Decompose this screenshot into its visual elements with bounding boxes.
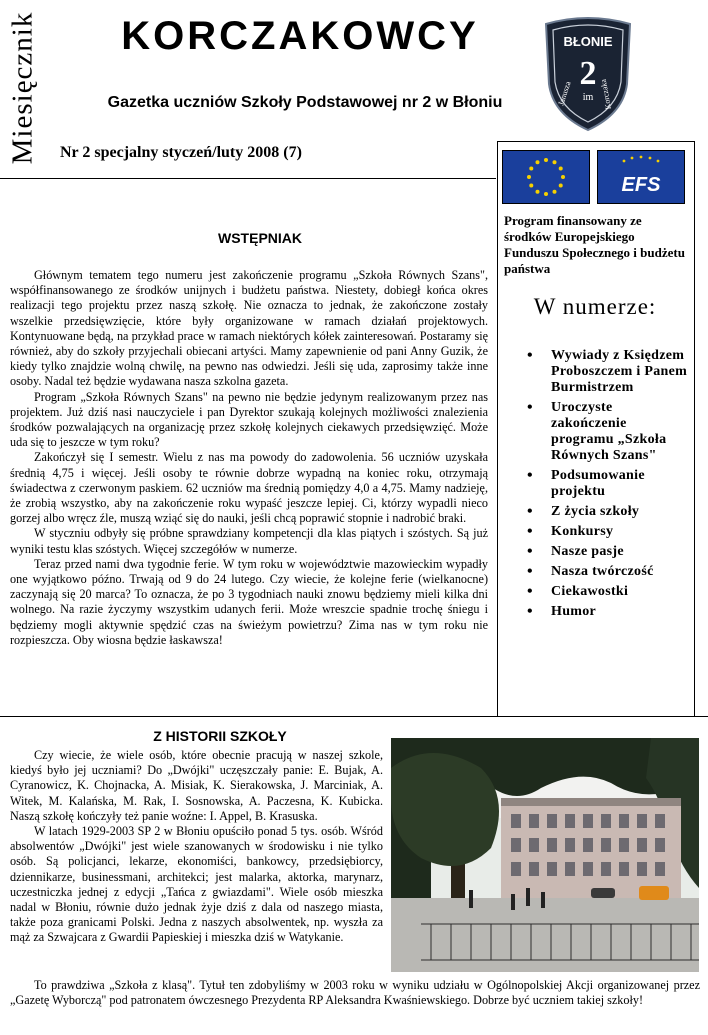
- eu-star-icon: [553, 190, 557, 194]
- vertical-label: [6, 8, 40, 168]
- emblem-im: im: [582, 92, 594, 103]
- editorial-paragraph: Teraz przed nami dwa tygodnie ferie. W tym roku w województwie mazowieckim wypadły one wyjątkowo późno. Trwają od 9 do 24 lutego. Czy wiecie, że kolejne ferie (wielkanocne) zaczynają się 20 marca? To oznacza, że po 3 tygodniach nauki znowu będziemy mieli kilka dni wolnego. Na razie życzymy wszystkim udanych ferii. Może wreszcie spadnie trochę śniegu i będziemy mogli aktywnie spędzić czas na świeżym powietrzu? Zima nas w tym roku nie rozpieszcza. Oby wiosna będzie łaskawsza!: [10, 556, 488, 647]
- editorial-paragraph: W styczniu odbyły się próbne sprawdziany kompetencji dla klas piątych i szóstych. Są już wyniki testu klas szóstych. Więcej szczegółów w numerze.: [10, 526, 488, 556]
- school-photo: [391, 738, 699, 972]
- eu-star-icon: [553, 160, 557, 164]
- editorial-body: [10, 268, 488, 648]
- newspaper-subtitle: Gazetka uczniów Szkoły Podstawowej nr 2 w Błoniu: [107, 94, 503, 111]
- history-paragraph: W latach 1929-2003 SP 2 w Błoniu opuściło ponad 5 tys. osób. Wśród absolwentów „Dwójki" jest wiele szanowanych w środowisku i nie tylko osób. Są policjanci, lekarze, ekonomiści, bankowcy, przedsiębiorcy, dziennikarze, businessmani, architekci; jest malarka, aktorka, marynarz, uczestniczka jednej z edycji „Tańca z gwiazdami". Wiele osób mieszka nadal w Błoniu, równie dużo jednak żyje dziś z dala od naszego miasta, także poza granicami Polski. Jedna z naszych absolwentek, np. wyszła za mąż za Szwajcara z Gwardii Papieskiej i mieszka dziś w Watykanie.: [10, 824, 383, 945]
- toc-heading: W numerze:: [533, 294, 657, 319]
- toc-list: [527, 348, 691, 624]
- toc-item: • Uroczyste zakończenie programu „Szkoła Równych Szans": [527, 400, 691, 464]
- editorial-heading: WSTĘPNIAK: [218, 230, 302, 246]
- eu-star-icon: [536, 190, 540, 194]
- emblem-patron-left: Janusza: [556, 80, 573, 107]
- section-divider: [0, 716, 708, 717]
- eu-star-icon: [544, 192, 548, 196]
- eu-star-icon: [559, 167, 563, 171]
- toc-item: • Nasze pasje: [527, 544, 691, 560]
- eu-star-icon: [536, 160, 540, 164]
- toc-item: • Konkursy: [527, 524, 691, 540]
- history-closing: To prawdziwa „Szkoła z klasą". Tytuł ten zdobyliśmy w 2003 roku w wyniku udziału w Ogólnopolskiej Akcji organizowanej przez „Gazetę Wyborczą" pod patronatem ówczesnego Prezydenta RP Aleksandra Kwaśniewskiego. Dobrze być uczniem takiej szkoły!: [10, 978, 700, 1008]
- eu-flag-icon: [502, 150, 590, 204]
- history-paragraph: Czy wiecie, że wiele osób, które obecnie pracują w naszej szkole, kiedyś było jej uczniami? Do „Dwójki" uczęszczały panie: E. Bujak, A. Cyranowicz, K. Chojnacka, A. Misiak, K. Sierakowska, J. Marciniak, A. Witek, M. Kalańska, M. Rak, I. Sosnowska, A. Paczesna, K. Kubicka. Naszą szkołę kończyły też panie woźne: I. Appel, B. Krasuska.: [10, 748, 383, 823]
- history-heading: Z HISTORII SZKOŁY: [153, 728, 287, 744]
- funding-note: Program finansowany ze środków Europejskiego Funduszu Społecznego i budżetu państwa: [504, 213, 685, 276]
- masthead-divider: [0, 178, 496, 179]
- eu-star-icon: [544, 158, 548, 162]
- school-emblem-icon: [543, 14, 633, 132]
- vertical-label-text: Miesięcznik: [6, 11, 39, 165]
- editorial-paragraph: Zakończył się I semestr. Wielu z nas ma powody do zadowolenia. 56 uczniów uzyskała średnią 4,75 i więcej. Jeśli osoby te równie dobrze wypadną na koniec roku, otrzymają świadectwa z czerwonym paskiem. 62 uczniów ma średnią pomiędzy 4,0 a 4,75. Mamy nadzieję, że zrobią wszystko, aby na zakończenie roku wypaść jeszcze lepiej. Ci, którzy wypadli nieco gorzej albo wręcz źle, muszą wziąć się do nauki, jeśli chcą poprawić stopnie i nadrobić braki.: [10, 450, 488, 526]
- toc-item: • Ciekawostki: [527, 584, 691, 600]
- emblem-patron-right: Korczaka: [598, 78, 613, 111]
- eu-star-icon: [529, 184, 533, 188]
- toc-item: • Nasza twórczość: [527, 564, 691, 580]
- eu-star-icon: [559, 184, 563, 188]
- toc-item: • Podsumowanie projektu: [527, 468, 691, 500]
- toc-item: • Humor: [527, 604, 691, 620]
- efs-label: EFS: [621, 174, 661, 196]
- emblem-number: 2: [579, 55, 597, 92]
- emblem-top-text: BŁONIE: [563, 34, 613, 49]
- editorial-paragraph: Program „Szkoła Równych Szans" na pewno nie będzie jedynym realizowanym przez nas projektem. Już dziś nasi nauczyciele i pan Dyrektor szukają kolejnych możliwości znalezienia środków pozwalających na organizację przez szkołę kolejnych ciekawych przedsięwzięć. Może uda się to jeszcze w tym roku?: [10, 389, 488, 450]
- newspaper-title: KORCZAKOWCY: [121, 14, 479, 58]
- issue-info: Nr 2 specjalny styczeń/luty 2008 (7): [60, 144, 302, 161]
- editorial-paragraph: Głównym tematem tego numeru jest zakończenie programu „Szkoła Równych Szans", współfinansowanego ze środków unijnych i budżetu państwa. Niestety, dobiegł końca okres realizacji tego projektu przez naszą szkołę. Nie oznacza to jednak, że zakończone zostały wszelkie przedsięwzięcie, które były organizowane w ramach działań projektowych. Kontynuowane będą, na przykład prace w ramach niektórych kółek zainteresowań. Postaramy się również, aby do szkoły przyjechali obiecani artyści. Mamy zapewnienie od pani Anny Guzik, że kiedy tylko znajdzie wolną chwilę, na pewno nas odwiedzi. Jeśli się uda, zaprosimy także inne osoby. Nadal też będzie wydawana nasza szkolna gazeta.: [10, 268, 488, 389]
- eu-star-icon: [529, 167, 533, 171]
- eu-star-icon: [527, 175, 531, 179]
- toc-item: • Wywiady z Księdzem Proboszczem i Panem Burmistrzem: [527, 348, 691, 396]
- history-body: [10, 748, 383, 946]
- toc-item: • Z życia szkoły: [527, 504, 691, 520]
- eu-star-icon: [561, 175, 565, 179]
- efs-flag-icon: [597, 150, 685, 204]
